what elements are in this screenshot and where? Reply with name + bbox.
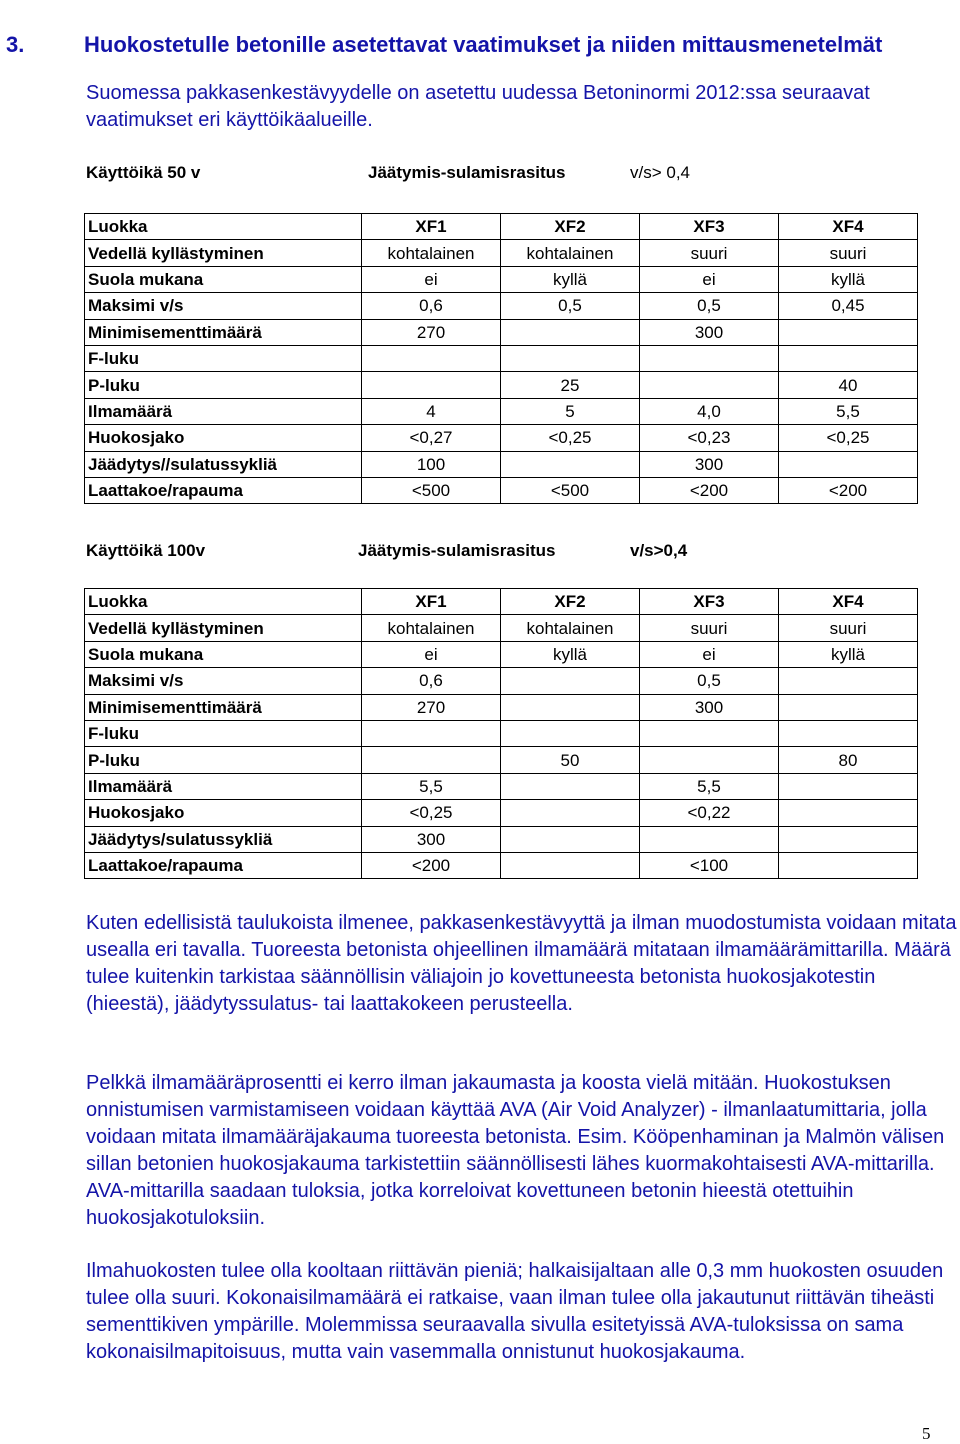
paragraph-3 bbox=[86, 1258, 960, 1366]
table-cell: 0,6 bbox=[362, 668, 501, 694]
table-cell: <200 bbox=[640, 477, 779, 503]
table-cell: XF2 bbox=[501, 214, 640, 240]
paragraph-1 bbox=[86, 910, 960, 1018]
table-cell: XF1 bbox=[362, 214, 501, 240]
table-cell: suuri bbox=[779, 615, 918, 641]
row-label: Vedellä kyllästyminen bbox=[85, 240, 362, 266]
table-cell: XF3 bbox=[640, 589, 779, 615]
table-cell: 5,5 bbox=[362, 773, 501, 799]
row-label: P-luku bbox=[85, 747, 362, 773]
table-cell bbox=[501, 720, 640, 746]
table-cell: 4 bbox=[362, 398, 501, 424]
table-cell bbox=[501, 345, 640, 371]
row-label: F-luku bbox=[85, 720, 362, 746]
table-row bbox=[85, 451, 918, 477]
row-label: Laattakoe/rapauma bbox=[85, 852, 362, 878]
table-cell bbox=[501, 451, 640, 477]
table-cell bbox=[779, 451, 918, 477]
table-cell: 300 bbox=[362, 826, 501, 852]
table-cell bbox=[640, 826, 779, 852]
table-cell bbox=[501, 668, 640, 694]
table-cell: 300 bbox=[640, 319, 779, 345]
table-cell: kohtalainen bbox=[362, 240, 501, 266]
table-cell bbox=[779, 852, 918, 878]
table-cell: 4,0 bbox=[640, 398, 779, 424]
section-number: 3. bbox=[6, 32, 25, 57]
table-cell: kohtalainen bbox=[362, 615, 501, 641]
row-label: Suola mukana bbox=[85, 641, 362, 667]
table-cell: <0,25 bbox=[779, 425, 918, 451]
row-label: Jäädytys/sulatussykliä bbox=[85, 826, 362, 852]
intro-text: Suomessa pakkasenkestävyydelle on asetettu uudessa Betoninormi 2012:ssa seuraavat vaatimukset eri käyttöikäalueille. bbox=[86, 82, 870, 131]
table-cell: <0,22 bbox=[640, 800, 779, 826]
table-cell: <0,27 bbox=[362, 425, 501, 451]
table-cell: <0,23 bbox=[640, 425, 779, 451]
row-label: Huokosjako bbox=[85, 425, 362, 451]
table-cell: <200 bbox=[779, 477, 918, 503]
row-label: Vedellä kyllästyminen bbox=[85, 615, 362, 641]
table-row bbox=[85, 641, 918, 667]
table-cell: 0,5 bbox=[640, 293, 779, 319]
table-cell: 80 bbox=[779, 747, 918, 773]
table-cell bbox=[779, 826, 918, 852]
table-row bbox=[85, 477, 918, 503]
paragraph-text: Pelkkä ilmamääräprosentti ei kerro ilman jakaumasta ja koosta vielä mitään. Huokostuksen onnistumisen varmistamiseen voidaan käyttää AVA (Air Void Analyzer) - ilmanlaatumittaria, jolla voidaan mitata ilmamääräjakauma tuoreesta betonista. Esim. Kööpenhaminan ja Malmön välisen sillan betonien huokosjakauma tarkistettiin säännöllisesti lähes kuormakohtaisesti AVA-mittarilla. AVA-mittarilla saadaan tuloksia, jotka korreloivat kovettuneen betonin hieestä otettuihin huokosjakotuloksiin. bbox=[86, 1072, 945, 1229]
table-cell bbox=[779, 773, 918, 799]
table-cell: 25 bbox=[501, 372, 640, 398]
table-cell: XF4 bbox=[779, 589, 918, 615]
table-cell: kohtalainen bbox=[501, 615, 640, 641]
table-cell: suuri bbox=[640, 615, 779, 641]
table-row bbox=[85, 589, 918, 615]
table2-ratio: v/s>0,4 bbox=[630, 541, 688, 560]
table-cell bbox=[779, 345, 918, 371]
table-cell: 5,5 bbox=[779, 398, 918, 424]
paragraph-text: Ilmahuokosten tulee olla kooltaan riittävän pieniä; halkaisijaltaan alle 0,3 mm huokosten osuuden tulee olla suuri. Kokonaisilmamäärä ei ratkaise, vaan ilman tulee olla jakautunut riittävän tiheästi sementtikiven ympärille. Molemmissa seuraavalla sivulla esitetyissä AVA-tuloksissa on sama kokonaisilmapitoisuus, mutta vain vasemmalla onnistunut huokosjakauma. bbox=[86, 1260, 944, 1363]
table-cell: ei bbox=[640, 266, 779, 292]
table-cell: ei bbox=[362, 266, 501, 292]
table-cell: 300 bbox=[640, 451, 779, 477]
paragraph-text: Kuten edellisistä taulukoista ilmenee, pakkasenkestävyyttä ja ilman muodostumista voidaan mitata usealla eri tavalla. Tuoreesta betonista ohjeellinen ilmamäärä mitataan ilmamäärämittarilla. Määrä tulee kuitenkin tarkistaa säännöllisin väliajoin jo kovettuneesta betonista huokosjakotestin (hieestä), jäädytyssulatus- tai laattakokeen perusteella. bbox=[86, 912, 957, 1015]
row-label: Minimisementtimäärä bbox=[85, 694, 362, 720]
section-title: Huokostetulle betonille asetettavat vaatimukset ja niiden mittausmenetelmät bbox=[84, 32, 883, 57]
section-heading bbox=[6, 32, 956, 58]
row-label: Minimisementtimäärä bbox=[85, 319, 362, 345]
table-cell: kohtalainen bbox=[501, 240, 640, 266]
row-label: Ilmamäärä bbox=[85, 398, 362, 424]
table1-exposure: Jäätymis-sulamisrasitus bbox=[368, 163, 566, 182]
table-cell bbox=[779, 800, 918, 826]
page-number: 5 bbox=[922, 1424, 931, 1443]
row-label: Maksimi v/s bbox=[85, 293, 362, 319]
table-cell bbox=[501, 773, 640, 799]
row-label: Huokosjako bbox=[85, 800, 362, 826]
table-cell bbox=[501, 694, 640, 720]
table-cell: XF3 bbox=[640, 214, 779, 240]
table-row bbox=[85, 398, 918, 424]
row-label: Luokka bbox=[85, 214, 362, 240]
table-row bbox=[85, 800, 918, 826]
row-label: F-luku bbox=[85, 345, 362, 371]
table-cell: kyllä bbox=[501, 266, 640, 292]
table-cell bbox=[501, 852, 640, 878]
table-cell bbox=[640, 747, 779, 773]
row-label: Luokka bbox=[85, 589, 362, 615]
table-cell: 5 bbox=[501, 398, 640, 424]
table-cell bbox=[779, 720, 918, 746]
table-row bbox=[85, 266, 918, 292]
table-row bbox=[85, 372, 918, 398]
table-cell bbox=[640, 345, 779, 371]
table-row bbox=[85, 852, 918, 878]
table-cell bbox=[640, 372, 779, 398]
table-cell bbox=[779, 319, 918, 345]
table-row bbox=[85, 615, 918, 641]
table-row bbox=[85, 773, 918, 799]
table-cell: 0,5 bbox=[640, 668, 779, 694]
table-cell: kyllä bbox=[779, 641, 918, 667]
table-cell bbox=[501, 826, 640, 852]
table-cell: 40 bbox=[779, 372, 918, 398]
table-cell: 300 bbox=[640, 694, 779, 720]
table-cell bbox=[779, 668, 918, 694]
table-cell: <500 bbox=[501, 477, 640, 503]
table-row bbox=[85, 826, 918, 852]
table-cell: ei bbox=[362, 641, 501, 667]
paragraph-2 bbox=[86, 1070, 960, 1232]
row-label: Maksimi v/s bbox=[85, 668, 362, 694]
table-row bbox=[85, 345, 918, 371]
table-row bbox=[85, 240, 918, 266]
table-cell: 50 bbox=[501, 747, 640, 773]
table-cell: <100 bbox=[640, 852, 779, 878]
table-cell: kyllä bbox=[501, 641, 640, 667]
row-label: Jäädytys//sulatussykliä bbox=[85, 451, 362, 477]
table1-ratio: v/s> 0,4 bbox=[630, 163, 691, 182]
table-cell bbox=[501, 800, 640, 826]
table-cell bbox=[640, 720, 779, 746]
table-row bbox=[85, 694, 918, 720]
table-cell: XF1 bbox=[362, 589, 501, 615]
table-row bbox=[85, 425, 918, 451]
table2-exposure: Jäätymis-sulamisrasitus bbox=[358, 541, 556, 560]
row-label: Suola mukana bbox=[85, 266, 362, 292]
table-cell: 5,5 bbox=[640, 773, 779, 799]
table-row bbox=[85, 293, 918, 319]
table-cell: kyllä bbox=[779, 266, 918, 292]
table1 bbox=[84, 213, 918, 504]
table-cell: 0,5 bbox=[501, 293, 640, 319]
table-cell: <500 bbox=[362, 477, 501, 503]
table2 bbox=[84, 588, 918, 879]
table-cell bbox=[362, 720, 501, 746]
table2-lifetime: Käyttöikä 100v bbox=[86, 541, 206, 560]
table-cell: ei bbox=[640, 641, 779, 667]
table-row bbox=[85, 214, 918, 240]
table-cell: 100 bbox=[362, 451, 501, 477]
table-cell: 270 bbox=[362, 319, 501, 345]
table-cell: suuri bbox=[640, 240, 779, 266]
row-label: Laattakoe/rapauma bbox=[85, 477, 362, 503]
table-cell: <200 bbox=[362, 852, 501, 878]
table-cell: XF2 bbox=[501, 589, 640, 615]
table-cell: <0,25 bbox=[501, 425, 640, 451]
table-cell bbox=[362, 372, 501, 398]
table-cell bbox=[501, 319, 640, 345]
table-cell: 270 bbox=[362, 694, 501, 720]
table-cell bbox=[779, 694, 918, 720]
table-cell: 0,45 bbox=[779, 293, 918, 319]
table-cell: XF4 bbox=[779, 214, 918, 240]
row-label: P-luku bbox=[85, 372, 362, 398]
table-row bbox=[85, 319, 918, 345]
table-row bbox=[85, 720, 918, 746]
table-cell: 0,6 bbox=[362, 293, 501, 319]
table-cell bbox=[362, 345, 501, 371]
table-cell bbox=[362, 747, 501, 773]
table-cell: suuri bbox=[779, 240, 918, 266]
table1-lifetime: Käyttöikä 50 v bbox=[86, 163, 201, 182]
row-label: Ilmamäärä bbox=[85, 773, 362, 799]
table-cell: <0,25 bbox=[362, 800, 501, 826]
table-row bbox=[85, 747, 918, 773]
table-row bbox=[85, 668, 918, 694]
